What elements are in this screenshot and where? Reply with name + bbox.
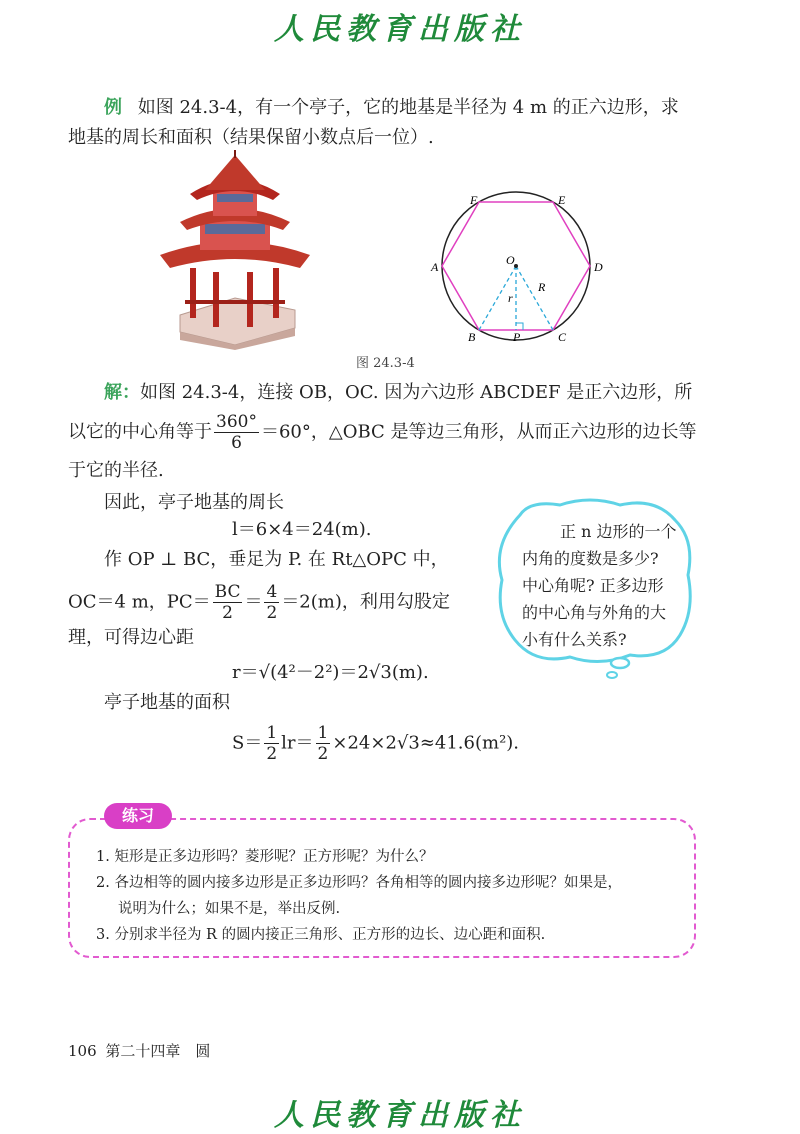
bubble-line-4: 的中心角与外角的大 [522, 603, 667, 622]
right-angle-mark [516, 323, 523, 330]
solution-line-4: 因此，亭子地基的周长 [104, 492, 284, 513]
fraction-central-angle [214, 412, 259, 453]
page-number: 106 [68, 1042, 97, 1060]
chapter-title: 第二十四章 圆 [105, 1042, 211, 1060]
figure-caption: 图 24.3-4 [356, 356, 415, 371]
label-a: A [431, 260, 439, 274]
example-line-1 [104, 95, 679, 121]
solution-tag: 解： [104, 382, 140, 403]
solution-line-3: 于它的半径. [68, 460, 164, 481]
solution-text-7c: ＝2(m)，利用勾股定 [281, 591, 450, 613]
label-small-r: r [508, 291, 513, 305]
perimeter-formula: l＝6×4＝24(m). [232, 519, 372, 540]
fraction-4-2 [264, 582, 279, 623]
solution-text-2a: 以它的中心角等于 [68, 421, 212, 443]
page-footer [68, 1040, 210, 1061]
label-p: P [513, 330, 521, 344]
solution-line-2 [68, 412, 697, 453]
solution-line-10: 亭子地基的面积 [104, 692, 230, 713]
label-e: E [558, 193, 566, 207]
bubble-line-3: 中心角呢? 正多边形 [522, 576, 664, 595]
exercise-item-2-cont: 说明为什么；如果不是，举出反例. [118, 901, 341, 917]
fraction-num: 4 [266, 582, 278, 602]
label-big-r: R [538, 280, 546, 294]
solution-line-6: 作 OP ⊥ BC，垂足为 P. 在 Rt△OPC 中， [104, 549, 449, 570]
segment-oc [516, 266, 553, 330]
fraction-den: 2 [266, 744, 278, 764]
fraction-den: 2 [266, 603, 278, 623]
solution-line-1 [104, 380, 692, 406]
label-c: C [558, 330, 567, 344]
area-text-b: lr＝ [281, 732, 314, 754]
exercise-item-2: 2. 各边相等的圆内接多边形是正多边形吗？各角相等的圆内接多边形呢？如果是， [96, 875, 622, 891]
bubble-line-5: 小有什么关系? [522, 630, 627, 649]
fraction-num: BC [214, 582, 241, 602]
area-text-a: S＝ [232, 732, 263, 754]
publisher-logo-bottom: 人民教育出版社 [274, 1098, 526, 1133]
solution-line-7 [68, 582, 450, 623]
publisher-logo: 人民教育出版社 [274, 12, 526, 47]
exercise-item-3: 3. 分别求半径为 R 的圆内接正三角形、正方形的边长、边心距和面积. [96, 927, 546, 943]
area-text-c: ×24×2√3≈41.6(m²). [332, 732, 520, 754]
fraction-num: 1 [266, 723, 278, 743]
fraction-bc-2 [213, 582, 243, 623]
label-f: F [470, 193, 478, 207]
fraction-num: 1 [317, 723, 329, 743]
solution-text-1: 如图 24.3-4，连接 OB，OC. 因为六边形 ABCDEF 是正六边形，所 [140, 382, 693, 403]
area-formula [232, 723, 519, 764]
bubble-line-1: 正 n 边形的一个 [560, 522, 677, 541]
solution-text-7b: ＝ [244, 591, 263, 613]
fraction-den: 2 [222, 603, 233, 623]
solution-text-7a: OC＝4 m，PC＝ [68, 591, 211, 613]
solution-line-8: 理，可得边心距 [68, 627, 194, 648]
bubble-line-2: 内角的度数是多少? [522, 549, 659, 568]
apothem-formula: r＝√(4²－2²)＝2√3(m). [232, 662, 429, 683]
exercise-item-1: 1. 矩形是正多边形吗？菱形呢？正方形呢？为什么？ [96, 849, 434, 865]
fraction-num: 360° [216, 412, 257, 432]
hexagon-figure [430, 190, 615, 345]
label-b: B [468, 330, 476, 344]
label-d: D [594, 260, 603, 274]
solution-text-2b: ＝60°，△OBC 是等边三角形，从而正六边形的边长等 [260, 421, 697, 443]
exercise-title: 练习 [104, 803, 172, 829]
fraction-half-1 [264, 723, 279, 764]
example-text-1: 如图 24.3-4，有一个亭子，它的地基是半径为 4 m 的正六边形，求 [137, 97, 679, 118]
fraction-den: 2 [317, 744, 329, 764]
pavilion-illustration [155, 150, 315, 350]
fraction-den: 6 [231, 433, 242, 453]
example-line-2: 地基的周长和面积（结果保留小数点后一位）. [68, 127, 434, 148]
fraction-half-2 [316, 723, 331, 764]
label-o: O [506, 253, 515, 267]
example-tag: 例 [104, 97, 122, 118]
